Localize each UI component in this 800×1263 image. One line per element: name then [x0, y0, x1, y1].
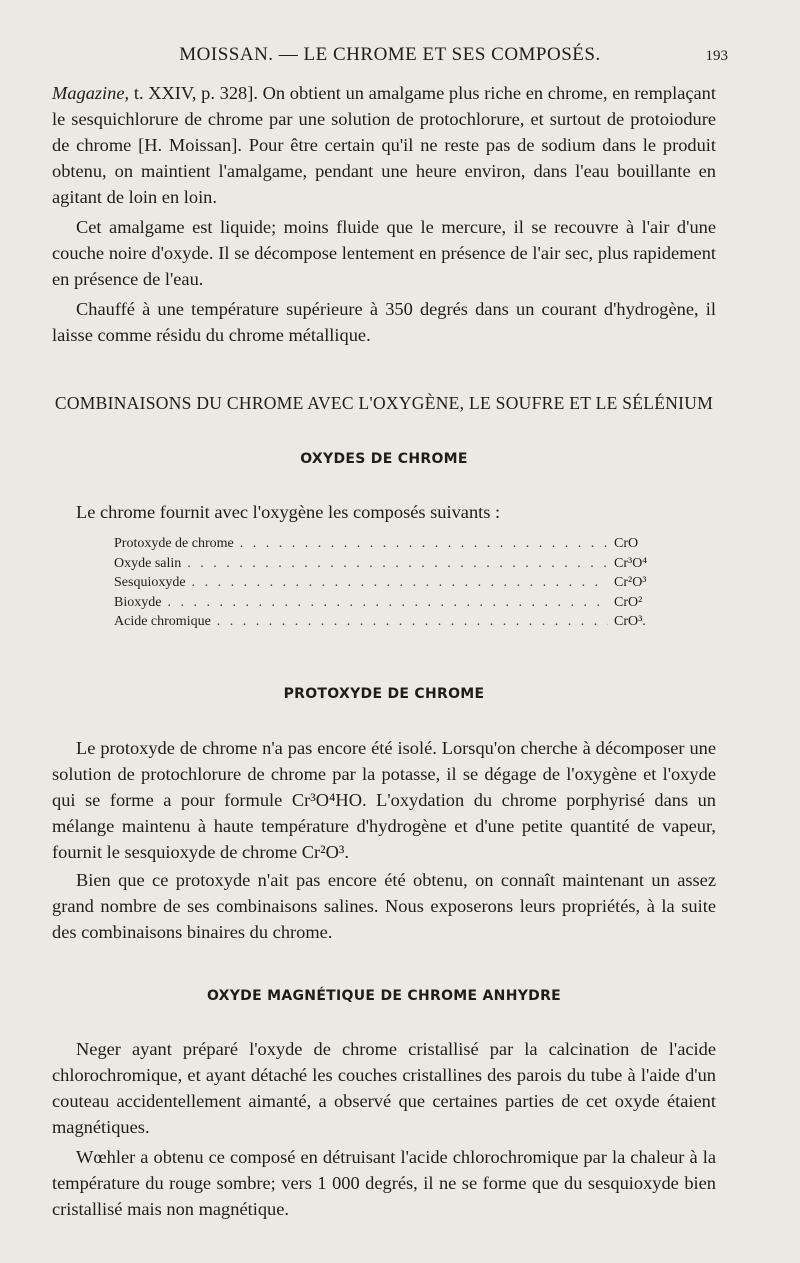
paragraph [52, 80, 716, 210]
paragraph: Neger ayant préparé l'oxyde de chrome cristallisé par la calcination de l'acide chlorochromique, et ayant détaché les couches cristallines des parois du tube à l'aide d'un couteau accidentellement aimanté, a observé que certaines parties de cet oxyde étaient magnétiques. [52, 1039, 716, 1137]
subsection-title-oxydes: OXYDES DE CHROME [300, 451, 468, 467]
compound-name: Sesquioxyde [114, 575, 186, 590]
running-title: MOISSAN. — LE CHROME ET SES COMPOSÉS. [179, 44, 601, 65]
dot-leader [217, 612, 608, 632]
paragraph: Cet amalgame est liquide; moins fluide que le mercure, il se recouvre à l'air d'une couche noire d'oxyde. Il se décompose lentement en présence de l'air sec, plus rapidement en présence de l'eau. [52, 217, 716, 289]
compound-formula: Cr³O⁴ [614, 555, 648, 571]
compound-row [114, 612, 654, 632]
compound-formula: CrO [614, 536, 639, 551]
paragraph: Le chrome fournit avec l'oxygène les composés suivants : [76, 502, 501, 522]
subsection-title-protoxyde: PROTOXYDE DE CHROME [283, 686, 485, 702]
compound-row [114, 593, 654, 613]
page-number: 193 [705, 48, 728, 64]
italic-source: Magazine [52, 83, 125, 103]
compound-name: Oxyde salin [114, 555, 182, 571]
paragraph: Le protoxyde de chrome n'a pas encore été isolé. Lorsqu'on cherche à décomposer une solution de protochlorure de chrome par la potasse, il se dégage de l'oxygène et l'oxyde qui se forme a pour formule Cr³O⁴HO. L'oxydation du chrome porphyrisé dans un mélange maintenu à haute température d'hydrogène et d'une petite quantité de vapeur, fournit le sesquioxyde de chrome Cr²O³. [52, 738, 716, 862]
dot-leader [167, 593, 608, 613]
protoxyde-text [52, 735, 716, 945]
intro-text [52, 80, 716, 348]
dot-leader [240, 534, 608, 554]
compound-name: Acide chromique [114, 614, 211, 629]
section-title: COMBINAISONS DU CHROME AVEC L'OXYGÈNE, LE SOUFRE ET LE SÉLÉNIUM [54, 393, 714, 413]
page-header [52, 44, 728, 74]
paragraph: Wœhler a obtenu ce composé en détruisant l'acide chlorochromique par la chaleur à la température du rouge sombre; vers 1 000 degrés, il ne se forme que du sesquioxyde bien cristallisé mais non magnétique. [52, 1147, 716, 1219]
oxyde-magnetique-text [52, 1036, 716, 1222]
subsection-title-oxyde-magnetique: OXYDE MAGNÉTIQUE DE CHROME ANHYDRE [206, 988, 562, 1004]
paragraph: Chauffé à une température supérieure à 350 degrés dans un courant d'hydrogène, il laisse comme résidu du chrome métallique. [52, 299, 716, 345]
paragraph: Bien que ce protoxyde n'ait pas encore été obtenu, on connaît maintenant un assez grand nombre de ses combinaisons salines. Nous exposerons leurs propriétés, à la suite des combinaisons binaires du chrome. [52, 870, 716, 942]
compound-row [114, 573, 654, 593]
compound-list [114, 534, 654, 632]
compound-formula: Cr²O³ [614, 575, 647, 590]
dot-leader [192, 573, 608, 593]
compound-row [114, 554, 654, 574]
dot-leader [187, 554, 608, 574]
oxydes-intro [52, 499, 716, 525]
compound-name: Bioxyde [114, 594, 162, 610]
compound-name: Protoxyde de chrome [114, 536, 234, 551]
paragraph-text: , t. XXIV, p. 328]. On obtient un amalgame plus riche en chrome, en remplaçant le sesquichlorure de chrome par une solution de protochlorure, et surtout de protoiodure de chrome [H. Moissan]. Pour être certain qu'il ne reste pas de sodium dans le produit obtenu, on maintient l'amalgame, pendant une heure environ, dans l'eau bouillante en agitant de loin en loin. [52, 83, 716, 207]
compound-formula: CrO² [614, 594, 643, 610]
compound-row [114, 534, 654, 554]
compound-formula: CrO³. [614, 614, 646, 629]
